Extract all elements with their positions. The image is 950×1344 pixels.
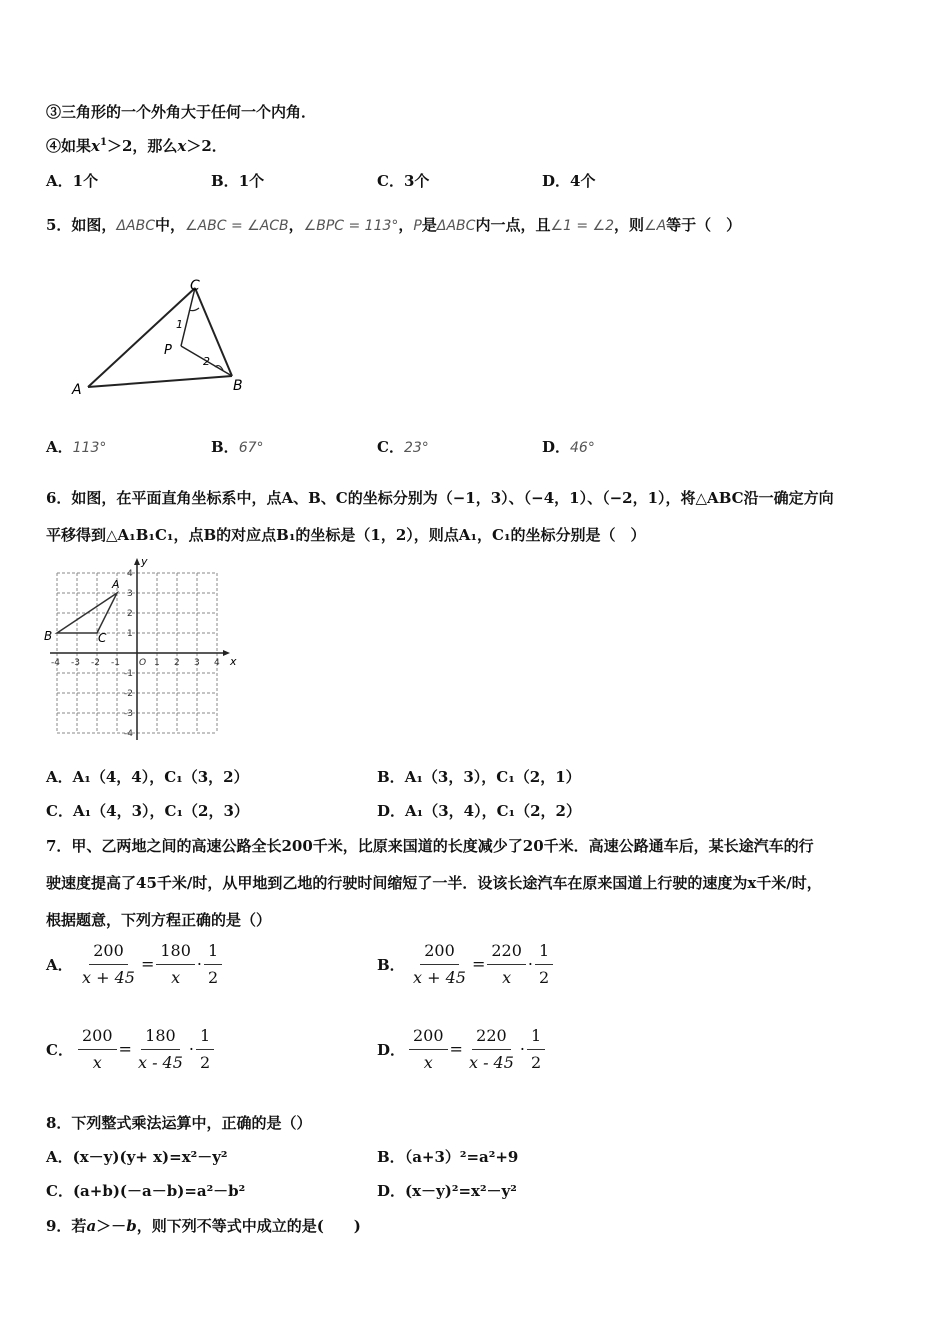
label-p: P (164, 343, 172, 358)
q7-option-d[interactable]: D． $\frac{200}{x}$ = $\frac{220}{x - 45}$ · $\frac{1}{2}$ (377, 1026, 547, 1073)
q5-option-c[interactable]: C．23° (377, 438, 429, 456)
x-tick: -4 (51, 658, 60, 668)
q7-option-a[interactable]: A． $\frac{200}{x + 45}$ = $\frac{180}{x}$ · $\frac{1}{2}$ (46, 941, 224, 988)
y-axis-label: y (141, 555, 148, 568)
point-a-label: A (112, 578, 120, 591)
x-tick: -3 (71, 658, 80, 668)
x-axis-label: x (230, 655, 237, 668)
y-tick: 4 (127, 569, 133, 579)
point-c-label: C (98, 631, 107, 645)
x-tick: 2 (174, 658, 180, 668)
q6-coordinate-grid (42, 555, 242, 745)
q5-triangle-figure (60, 272, 260, 402)
label-angle-1: 1 (176, 318, 183, 331)
q5-option-b[interactable]: B．67° (211, 438, 264, 456)
label-angle-2: 2 (203, 355, 210, 368)
q6-option-a[interactable]: A．A₁（4，4），C₁（3，2） (46, 768, 249, 786)
label-a: A (72, 382, 82, 398)
q8-option-c[interactable]: C．(a+b)(－a－b)=a²－b² (46, 1182, 246, 1200)
q5-stem: 5．如图，ΔABC中，∠ABC = ∠ACB，∠BPC = 113°，P是ΔABC内一点，且∠1 = ∠2，则∠A等于（ ） (46, 216, 742, 234)
origin-label: O (139, 658, 147, 668)
y-tick: 2 (127, 609, 133, 619)
x-tick: -1 (111, 658, 120, 668)
q8-option-a[interactable]: A．(x－y)(y+ x)=x²－y² (46, 1148, 228, 1166)
q7-stem-line-2: 驶速度提高了45千米/时，从甲地到乙地的行驶时间缩短了一半．设该长途汽车在原来国道上行驶的速度为x千米/时， (46, 874, 822, 892)
q8-option-d[interactable]: D．(x－y)²=x²－y² (377, 1182, 517, 1200)
q5-option-d[interactable]: D．46° (542, 438, 595, 456)
label-b: B (233, 378, 243, 394)
y-tick: -1 (124, 669, 133, 679)
y-tick: -2 (124, 689, 133, 699)
q6-option-c[interactable]: C．A₁（4，3），C₁（2，3） (46, 802, 249, 820)
q7-option-c[interactable]: C． $\frac{200}{x}$ = $\frac{180}{x - 45}$ · $\frac{1}{2}$ (46, 1026, 216, 1073)
q4-option-c[interactable]: C．3个 (377, 172, 430, 190)
q5-option-a[interactable]: A．113° (46, 438, 107, 456)
q6-stem-line-2: 平移得到△A₁B₁C₁，点B的对应点B₁的坐标是（1，2），则点A₁，C₁的坐标分别是（ ） (46, 526, 646, 544)
q4-statement-4: ④如果$x^1>2$，那么x＞2． (46, 137, 227, 155)
x-tick: 1 (154, 658, 160, 668)
q6-option-b[interactable]: B．A₁（3，3），C₁（2，1） (377, 768, 581, 786)
point-b-label: B (44, 629, 53, 643)
y-tick: -4 (124, 729, 133, 739)
q6-option-d[interactable]: D．A₁（3，4），C₁（2，2） (377, 802, 581, 820)
x-tick: 4 (214, 658, 220, 668)
q4-option-d[interactable]: D．4个 (542, 172, 596, 190)
q4-option-b[interactable]: B．1个 (211, 172, 265, 190)
q8-stem: 8．下列整式乘法运算中，正确的是（） (46, 1114, 312, 1132)
q4-option-a[interactable]: A．1个 (46, 172, 99, 190)
y-tick: 3 (127, 589, 133, 599)
q4-statement-3: ③三角形的一个外角大于任何一个内角． (46, 103, 317, 121)
q7-stem-line-3: 根据题意，下列方程正确的是（） (46, 911, 272, 929)
label-c: C (190, 278, 200, 294)
q6-stem-line-1: 6．如图，在平面直角坐标系中，点A、B、C的坐标分别为（−1，3）、（−4，1）、（−2，1），将△ABC沿一确定方向 (46, 489, 834, 507)
x-tick: -2 (91, 658, 100, 668)
q9-stem: 9．若a＞－b，则下列不等式中成立的是( ) (46, 1217, 361, 1235)
q8-option-b[interactable]: B．（a+3）²=a²+9 (377, 1148, 519, 1166)
q7-option-b[interactable]: B． $\frac{200}{x + 45}$ = $\frac{220}{x}$ · $\frac{1}{2}$ (377, 941, 555, 988)
y-tick: -3 (124, 709, 133, 719)
x-tick: 3 (194, 658, 200, 668)
q7-stem-line-1: 7．甲、乙两地之间的高速公路全长200千米，比原来国道的长度减少了20千米．高速公路通车后，某长途汽车的行 (46, 837, 814, 855)
y-tick: 1 (127, 629, 133, 639)
